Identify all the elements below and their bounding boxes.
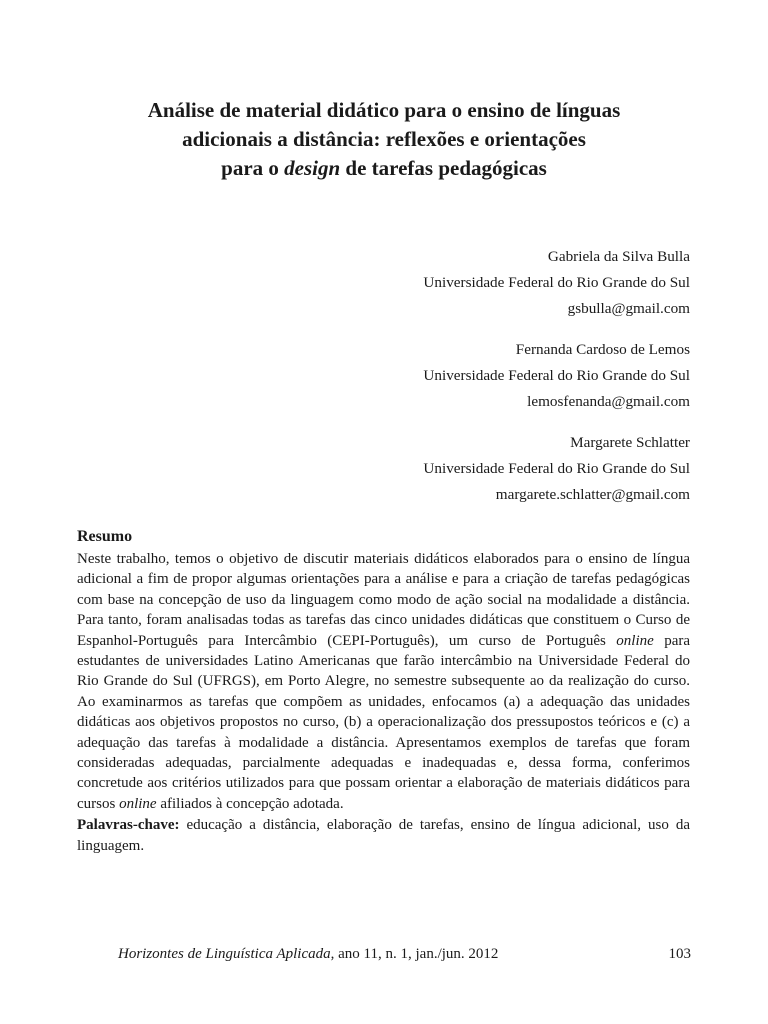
page-footer	[118, 944, 691, 964]
title-line-1: Análise de material didático para o ensino de línguas	[147, 98, 621, 122]
abstract-section	[77, 526, 690, 856]
author-block	[200, 430, 690, 508]
keywords-text: educação a distância, elaboração de tarefas, ensino de língua adicional, uso da linguagem.	[77, 817, 690, 854]
abstract-italic-term: online	[119, 795, 157, 812]
title-italic-word: design	[284, 156, 341, 180]
keywords-label: Palavras-chave:	[77, 817, 180, 834]
title-line-3-end: de tarefas pedagógicas	[340, 156, 547, 180]
title-line-3	[60, 154, 708, 183]
abstract-text-part: para estudantes de universidades Latino Americanas que farão intercâmbio na Universidade Federal do Rio Grande do Sul (UFRGS), em Porto Alegre, no semestre subsequente ao da realização do curso. Ao examinarmos as tarefas que compõem as unidades, enfocamos (a) a adequação das unidades didáticas aos objetivos propostos no curso, (b) a operacionalização dos pressupostos teóricos e (c) a adequação das tarefas à modalidade a distância. Apresentamos exemplos de tarefas que foram consideradas adequadas, parcialmente adequadas e inadequadas e, dessa forma, conferimos concretude aos critérios utilizados para que possam orientar a elaboração de materiais didáticos para cursos	[77, 632, 690, 812]
author-block	[200, 337, 690, 415]
author-name: Fernanda Cardoso de Lemos	[515, 341, 690, 358]
author-affiliation: Universidade Federal do Rio Grande do Sul	[423, 274, 690, 291]
abstract-italic-term: online	[616, 632, 654, 649]
abstract-heading: Resumo	[77, 528, 133, 545]
title-line-2: adicionais a distância: reflexões e orientações	[182, 127, 586, 151]
paper-title	[60, 96, 708, 183]
abstract-body	[77, 549, 690, 814]
author-email: lemosfenanda@gmail.com	[527, 393, 690, 410]
abstract-text-part: Neste trabalho, temos o objetivo de discutir materiais didáticos elaborados para o ensino de língua adicional a fim de propor algumas orientações para a análise e para a criação de tarefas pedagógicas com base na concepção de uso da linguagem como modo de ação social na modalidade a distância. Para tanto, foram analisadas todas as tarefas das cinco unidades didáticas que constituem o Curso de Espanhol-Português para Intercâmbio (CEPI-Português), um curso de Português	[77, 551, 690, 649]
author-name: Margarete Schlatter	[570, 434, 690, 451]
author-list	[200, 244, 690, 523]
title-line-3-start: para o	[221, 156, 285, 180]
author-name: Gabriela da Silva Bulla	[547, 248, 690, 265]
author-email: gsbulla@gmail.com	[567, 300, 690, 317]
author-email: margarete.schlatter@gmail.com	[495, 486, 690, 503]
journal-issue: , ano 11, n. 1, jan./jun. 2012	[330, 946, 499, 962]
journal-name: Horizontes de Linguística Aplicada	[118, 946, 331, 962]
author-affiliation: Universidade Federal do Rio Grande do Sul	[423, 460, 690, 477]
keywords	[77, 815, 690, 856]
author-affiliation: Universidade Federal do Rio Grande do Sul	[423, 367, 690, 384]
abstract-text-part: afiliados à concepção adotada.	[156, 795, 344, 812]
author-block	[200, 244, 690, 322]
page-number: 103	[668, 946, 691, 962]
